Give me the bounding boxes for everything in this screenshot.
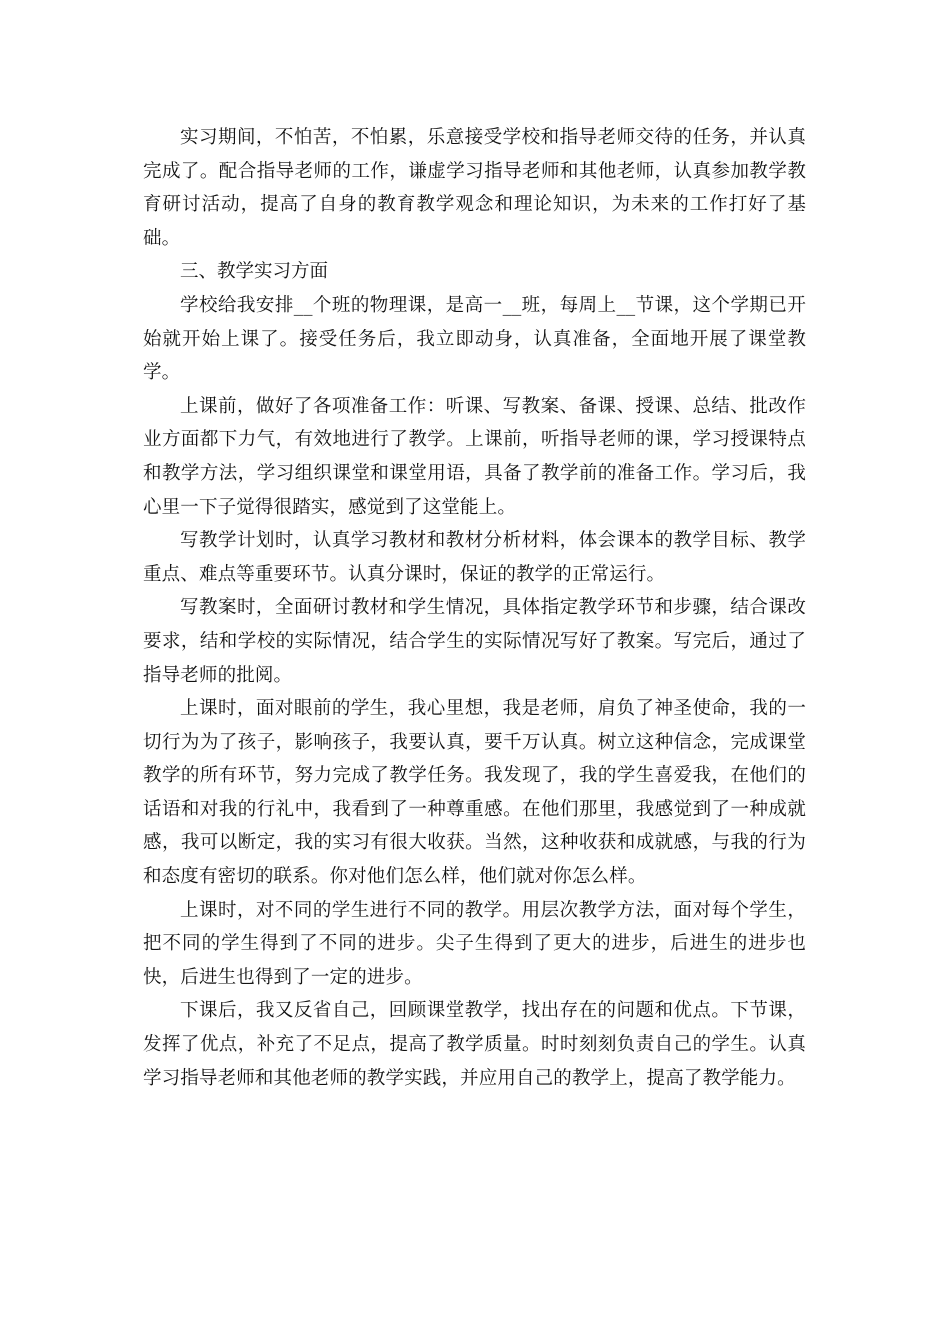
paragraph-class-assignment: 学校给我安排__个班的物理课，是高一__班，每周上__节课，这个学期已开始就开始上课了。接受任务后，我立即动身，认真准备，全面地开展了课堂教学。 — [143, 294, 806, 384]
paragraph-lesson-plan: 写教案时，全面研讨教材和学生情况，具体指定教学环节和步骤，结合课改要求，结和学校的实际情况，结合学生的实际情况写好了教案。写完后，通过了指导老师的批阅。 — [143, 597, 806, 686]
section-heading-teaching-practice: 三、教学实习方面 — [180, 261, 329, 283]
paragraph-teaching-plan: 写教学计划时，认真学习教材和教材分析材料，体会课本的教学目标、教学重点、难点等重要环节。认真分课时，保证的教学的正常运行。 — [143, 530, 806, 585]
document-page — [143, 121, 806, 1095]
paragraph-before-class-preparation: 上课前，做好了各项准备工作：听课、写教案、备课、授课、总结、批改作业方面都下力气，有效地进行了教学。上课前，听指导老师的课，学习授课特点和教学方法，学习组织课堂和课堂用语，具备了教学前的准备工作。学习后，我心里一下子觉得很踏实，感觉到了这堂能上。 — [143, 395, 806, 518]
paragraph-internship-attitude: 实习期间，不怕苦，不怕累，乐意接受学校和指导老师交待的任务，并认真完成了。配合指导老师的工作，谦虚学习指导老师和其他老师，认真参加教学教育研讨活动，提高了自身的教育教学观念和理论知识，为未来的工作打好了基础。 — [143, 127, 806, 249]
paragraph-after-class-reflection: 下课后，我又反省自己，回顾课堂教学，找出存在的问题和优点。下节课，发挥了优点，补充了不足点，提高了教学质量。时时刻刻负责自己的学生。认真学习指导老师和其他老师的教学实践，并应用自己的教学上，提高了教学能力。 — [143, 1000, 806, 1089]
paragraph-in-class-mindset: 上课时，面对眼前的学生，我心里想，我是老师，肩负了神圣使命，我的一切行为为了孩子，影响孩子，我要认真，要千万认真。树立这种信念，完成课堂教学的所有环节，努力完成了教学任务。我发现了，我的学生喜爱我，在他们的话语和对我的行礼中，我看到了一种尊重感。在他们那里，我感觉到了一种成就感，我可以断定，我的实习有很大收获。当然，这种收获和成就感，与我的行为和态度有密切的联系。你对他们怎么样，他们就对你怎么样。 — [143, 698, 806, 888]
paragraph-differentiated-teaching: 上课时，对不同的学生进行不同的教学。用层次教学方法，面对每个学生，把不同的学生得到了不同的进步。尖子生得到了更大的进步，后进生的进步也快，后进生也得到了一定的进步。 — [143, 899, 806, 988]
